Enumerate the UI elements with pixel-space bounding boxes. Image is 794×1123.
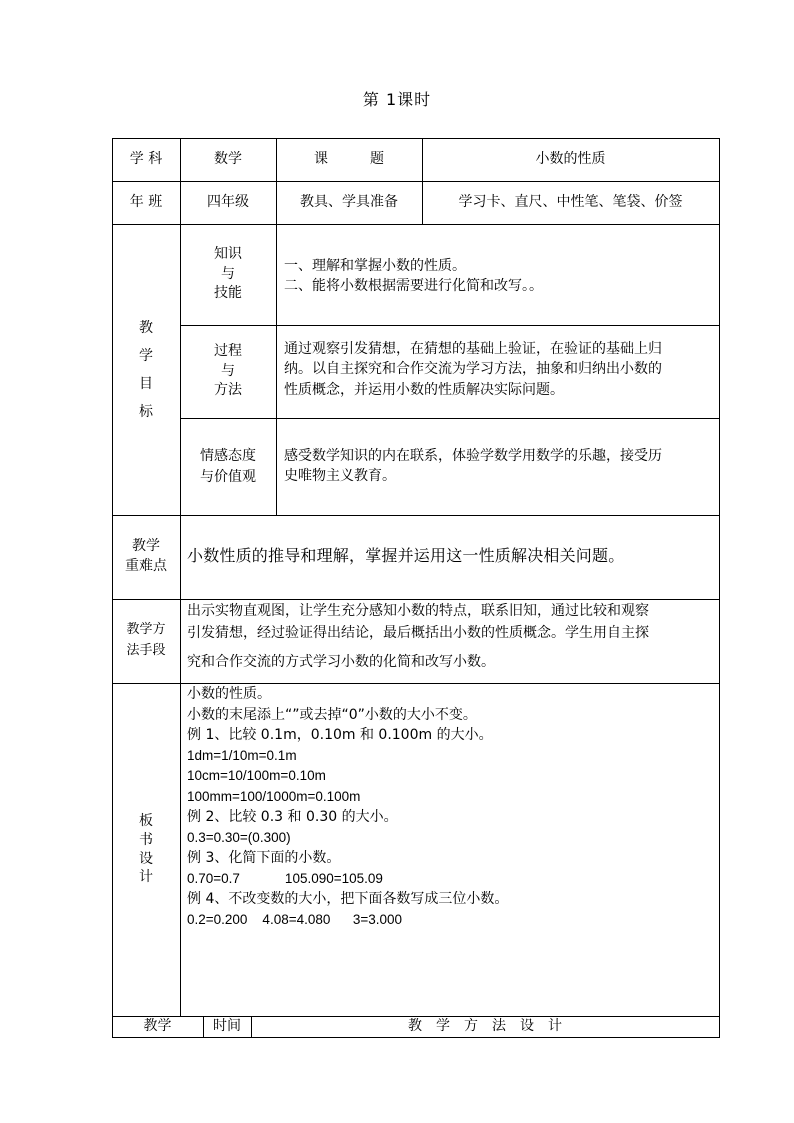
goals-label-char: 教 [139,319,153,336]
subject-value: 数学 [214,151,242,168]
topic-value: 小数的性质 [535,151,606,168]
goals-label-char: 学 [139,347,153,364]
methods-line: 引发猜想，经过验证得出结论，最后概括出小数的性质概念。学生用自主探 [187,625,649,641]
row-divider [112,515,720,516]
board-line: 100mm=100/1000m=0.100m [187,788,361,804]
board-label-char: 板 [139,812,153,829]
emotion-line: 史唯物主义教育。 [284,468,396,485]
prep-label: 教具、学具准备 [300,194,398,211]
knowledge-label [180,224,276,325]
prep-value: 学习卡、直尺、中性笔、笔袋、价签 [458,194,683,211]
board-label [112,683,180,1016]
process-label [180,325,276,418]
key-points-label-line: 重难点 [125,558,167,574]
emotion-content [284,446,716,487]
board-line: 10cm=10/100m=0.10m [187,768,326,783]
table-border-bottom [112,1037,720,1038]
goals-label [112,224,180,515]
emotion-label [180,418,276,515]
board-line: 0.2=0.200 4.08=4.080 3=3.000 [187,911,403,927]
methods-content [187,600,717,680]
key-points-content: 小数性质的推导和理解，掌握并运用这一性质解决相关问题。 [187,546,625,565]
board-label-char: 书 [139,831,153,848]
board-line: 例 4、不改变数的大小，把下面各数写成三位小数。 [187,891,509,907]
grade-value: 四年级 [207,194,249,211]
goals-label-char: 标 [139,403,153,420]
board-line: 例 2、比较 0.3 和 0.30 的大小。 [187,809,398,825]
key-points-label-line: 教学 [132,538,160,555]
methods-label [112,599,180,683]
knowledge-label-line: 技能 [214,285,242,302]
board-label-char: 设 [139,850,153,867]
board-content [187,684,717,930]
process-line: 通过观察引发猜想，在猜想的基础上验证，在验证的基础上归 [284,341,662,357]
process-label-line: 方法 [214,382,242,399]
knowledge-content [284,256,714,297]
methods-label-line: 法手段 [126,643,166,658]
footer-teaching: 教学 [143,1018,172,1035]
methods-label-line: 教学方 [126,622,166,638]
methods-line: 出示实物直观图，让学生充分感知小数的特点，联系旧知，通过比较和观察 [187,603,649,619]
knowledge-line: 一、理解和掌握小数的性质。 [284,258,466,274]
table-border-right [719,138,720,1038]
process-content [284,339,716,400]
board-label-char: 计 [139,869,153,886]
subject-label: 学 科 [129,151,163,168]
key-points-label [112,515,180,599]
emotion-label-line: 与价值观 [200,468,256,485]
goals-label-char: 目 [139,375,153,392]
emotion-label-line: 情感态度 [200,447,256,464]
board-line: 0.3=0.30=(0.300) [187,829,291,845]
board-line: 小数的性质。 [187,686,271,702]
footer-time: 时间 [213,1018,241,1035]
board-line: 1dm=1/10m=0.1m [187,747,297,763]
knowledge-label-line: 与 [221,265,235,282]
methods-line: 究和合作交流的方式学习小数的化简和改写小数。 [187,654,495,670]
board-line: 例 1、比较 0.1m，0.10m 和 0.100m 的大小。 [187,727,493,743]
emotion-line: 感受数学知识的内在联系，体验学数学用数学的乐趣，接受历 [284,448,662,464]
board-line: 0.70=0.7 105.090=105.09 [187,870,383,886]
footer-method-design: 教 学 方 法 设 计 [408,1018,562,1035]
process-label-line: 与 [221,362,235,379]
topic-label: 课 题 [314,151,384,168]
knowledge-label-line: 知识 [214,246,242,263]
board-line: 例 3、化简下面的小数。 [187,850,341,866]
page-title: 第 1课时 [362,90,432,109]
process-label-line: 过程 [214,343,242,360]
board-line: 小数的末尾添上“”或去掉“0”小数的大小不变。 [187,706,477,723]
knowledge-line: 二、能将小数根据需要进行化简和改写。。 [284,278,543,295]
grade-label: 年 班 [129,194,163,211]
process-line: 纳。以自主探究和合作交流为学习方法，抽象和归纳出小数的 [284,361,662,378]
process-line: 性质概念，并运用小数的性质解决实际问题。 [284,381,564,398]
